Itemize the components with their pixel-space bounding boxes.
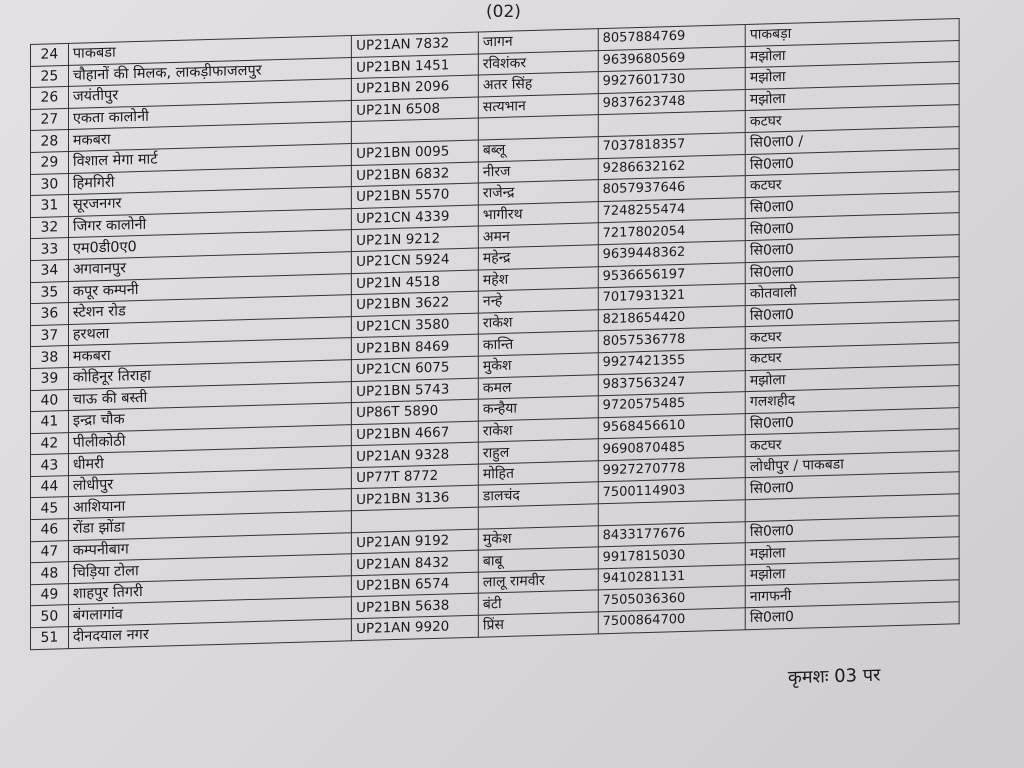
driver-name-cell: राकेश [478,417,598,442]
area-cell: मझोला [745,83,959,111]
serial-number-cell: 47 [30,540,68,563]
location-cell: विशाल मेगा मार्ट [68,144,351,174]
serial-number-cell: 24 [30,43,68,66]
phone-number-cell: 9639448362 [598,241,745,267]
phone-number-cell: 9927601730 [598,68,745,94]
location-cell: मकबरा [68,338,351,368]
area-cell: मझोला [745,537,959,565]
phone-number-cell: 8057937646 [598,176,745,202]
driver-name-cell: मुकेश [478,525,598,550]
vehicle-number-cell: UP21BN 5638 [352,594,479,619]
area-cell: सि0ला0 [745,602,959,630]
vehicle-number-cell: UP21BN 3622 [352,291,479,316]
vehicle-number-cell: UP21BN 6832 [352,162,479,187]
area-cell: सि0ला0 [745,407,959,435]
phone-number-cell: 9927421355 [598,349,745,375]
area-cell: सि0ला0 [745,515,959,543]
vehicle-list-table [30,18,960,650]
serial-number-cell: 38 [30,346,68,369]
location-cell: कम्पनीबाग [68,532,351,562]
phone-number-cell: 9410281131 [598,565,745,591]
area-cell: मझोला [745,62,959,90]
area-cell: कटघर [745,170,959,198]
driver-name-cell: अतर सिंह [478,72,598,97]
serial-number-cell: 33 [30,238,68,261]
vehicle-number-cell: UP21N 6508 [352,97,479,122]
location-cell: रोंडा झोंडा [68,511,351,541]
location-cell: हिमगिरी [68,165,351,195]
vehicle-number-cell: UP86T 5890 [352,399,479,424]
vehicle-number-cell: UP21BN 8469 [352,334,479,359]
document-table-wrapper [30,18,960,650]
phone-number-cell: 8218654420 [598,305,745,331]
driver-name-cell: अमन [478,223,598,248]
serial-number-cell: 29 [30,151,68,174]
area-cell: सि0ला0 [745,213,959,241]
driver-name-cell: सत्यभान [478,93,598,118]
page-number: (02) [486,2,521,22]
location-cell: बंगलागांव [68,597,351,627]
phone-number-cell: 8057536778 [598,327,745,353]
phone-number-cell: 9568456610 [598,413,745,439]
serial-number-cell: 26 [30,87,68,110]
serial-number-cell: 40 [30,389,68,412]
vehicle-number-cell: UP21CN 5924 [352,248,479,273]
driver-name-cell: मोहित [478,461,598,486]
driver-name-cell: प्रिंस [478,612,598,637]
location-cell: मकबरा [68,122,351,152]
location-cell: पीलीकोठी [68,424,351,454]
area-cell: नागफनी [745,580,959,608]
location-cell: सूरजनगर [68,187,351,217]
phone-number-cell: 9639680569 [598,46,745,72]
area-cell: कटघर [745,429,959,457]
phone-number-cell: 7037818357 [598,133,745,159]
vehicle-number-cell: UP21AN 7832 [352,32,479,57]
phone-number-cell: 9927270778 [598,457,745,483]
location-cell: धीमरी [68,446,351,476]
area-cell: सि0ला0 [745,256,959,284]
vehicle-number-cell: UP21AN 9328 [352,442,479,467]
driver-name-cell: बाबू [478,547,598,572]
vehicle-number-cell: UP21AN 8432 [352,550,479,575]
location-cell: जयंतीपुर [68,79,351,109]
serial-number-cell: 48 [30,562,68,585]
area-cell: सि0ला0 [745,235,959,263]
phone-number-cell: 7017931321 [598,284,745,310]
driver-name-cell: मुकेश [478,353,598,378]
serial-number-cell: 30 [30,173,68,196]
vehicle-number-cell: UP21BN 4667 [352,421,479,446]
area-cell: सि0ला0 [745,148,959,176]
phone-number-cell: 9837563247 [598,370,745,396]
driver-name-cell: लालू रामवीर [478,569,598,594]
vehicle-number-cell: UP21BN 2096 [352,75,479,100]
vehicle-number-cell: UP21AN 9920 [352,615,479,640]
serial-number-cell: 34 [30,259,68,282]
area-cell: कोतवाली [745,278,959,306]
serial-number-cell: 45 [30,497,68,520]
phone-number-cell: 9690870485 [598,435,745,461]
vehicle-number-cell: UP21CN 4339 [352,205,479,230]
location-cell: जिगर कालोनी [68,208,351,238]
driver-name-cell: बब्लू [478,137,598,162]
vehicle-number-cell: UP21BN 5570 [352,183,479,208]
serial-number-cell: 41 [30,411,68,434]
phone-number-cell: 9536656197 [598,262,745,288]
driver-name-cell: महेन्द्र [478,245,598,270]
phone-number-cell: 7217802054 [598,219,745,245]
phone-number-cell: 8057884769 [598,25,745,51]
serial-number-cell: 50 [30,605,68,628]
phone-number-cell: 8433177676 [598,521,745,547]
location-cell: पाकबडा [68,36,351,66]
area-cell: गलशहीद [745,386,959,414]
serial-number-cell: 51 [30,627,68,650]
area-cell: कटघर [745,343,959,371]
vehicle-number-cell: UP21N 9212 [352,226,479,251]
area-cell: कटघर [745,105,959,133]
vehicle-number-cell: UP21BN 0095 [352,140,479,165]
vehicle-number-cell: UP21N 4518 [352,270,479,295]
location-cell: लोधीपुर [68,468,351,498]
phone-number-cell: 7505036360 [598,586,745,612]
continuation-note: कृमशः 03 पर [787,664,881,689]
phone-number-cell: 9286632162 [598,154,745,180]
phone-number-cell: 9837623748 [598,89,745,115]
driver-name-cell: बंटी [478,590,598,615]
location-cell: चाऊ की बस्ती [68,381,351,411]
vehicle-number-cell: UP21BN 3136 [352,486,479,511]
phone-number-cell: 9917815030 [598,543,745,569]
area-cell: सि0ला0 [745,299,959,327]
area-cell: लोधीपुर / पाकबडा [745,451,959,479]
area-cell: मझोला [745,559,959,587]
driver-name-cell: राजेन्द्र [478,180,598,205]
location-cell: एकता कालोनी [68,100,351,130]
serial-number-cell: 31 [30,195,68,218]
serial-number-cell: 35 [30,281,68,304]
serial-number-cell: 46 [30,519,68,542]
vehicle-number-cell: UP21BN 6574 [352,572,479,597]
driver-name-cell: कमल [478,374,598,399]
serial-number-cell: 25 [30,65,68,88]
driver-name-cell: नन्हे [478,288,598,313]
area-cell: सि0ला0 [745,472,959,500]
location-cell: एम0डी0ए0 [68,230,351,260]
area-cell: मझोला [745,40,959,68]
driver-name-cell: राकेश [478,309,598,334]
area-cell: कटघर [745,321,959,349]
location-cell: इन्द्रा चौक [68,403,351,433]
serial-number-cell: 44 [30,475,68,498]
driver-name-cell: नीरज [478,158,598,183]
serial-number-cell: 27 [30,108,68,131]
area-cell: मझोला [745,364,959,392]
location-cell: कोहिनूर तिराहा [68,360,351,390]
serial-number-cell: 49 [30,583,68,606]
location-cell: शाहपुर तिगरी [68,576,351,606]
phone-number-cell: 7500864700 [598,608,745,634]
driver-name-cell: जागन [478,29,598,54]
vehicle-number-cell: UP21AN 9192 [352,529,479,554]
driver-name-cell: कन्हैया [478,396,598,421]
area-cell: सि0ला0 / [745,127,959,155]
driver-name-cell: डालचंद [478,482,598,507]
location-cell: हरथला [68,316,351,346]
location-cell: अगवानपुर [68,252,351,282]
location-cell: कपूर कम्पनी [68,273,351,303]
table-body [30,19,959,650]
driver-name-cell: रविशंकर [478,50,598,75]
location-cell: स्टेशन रोड [68,295,351,325]
serial-number-cell: 37 [30,324,68,347]
phone-number-cell: 7500114903 [598,478,745,504]
phone-number-cell: 9720575485 [598,392,745,418]
location-cell: चिड़िया टोला [68,554,351,584]
location-cell: दीनदयाल नगर [68,619,351,649]
vehicle-number-cell: UP77T 8772 [352,464,479,489]
location-cell: चौहानों की मिलक, लाकड़ीफाजलपुर [68,57,351,87]
location-cell: आशियाना [68,489,351,519]
area-cell: सि0ला0 [745,191,959,219]
serial-number-cell: 32 [30,216,68,239]
serial-number-cell: 36 [30,303,68,326]
driver-name-cell: राहुल [478,439,598,464]
serial-number-cell: 28 [30,130,68,153]
vehicle-number-cell: UP21BN 1451 [352,54,479,79]
serial-number-cell: 39 [30,367,68,390]
area-cell: पाकबड़ा [745,19,959,47]
driver-name-cell: कान्ति [478,331,598,356]
vehicle-number-cell: UP21CN 3580 [352,313,479,338]
vehicle-number-cell: UP21CN 6075 [352,356,479,381]
serial-number-cell: 43 [30,454,68,477]
vehicle-number-cell: UP21BN 5743 [352,378,479,403]
driver-name-cell: भागीरथ [478,201,598,226]
phone-number-cell: 7248255474 [598,197,745,223]
driver-name-cell: महेश [478,266,598,291]
serial-number-cell: 42 [30,432,68,455]
